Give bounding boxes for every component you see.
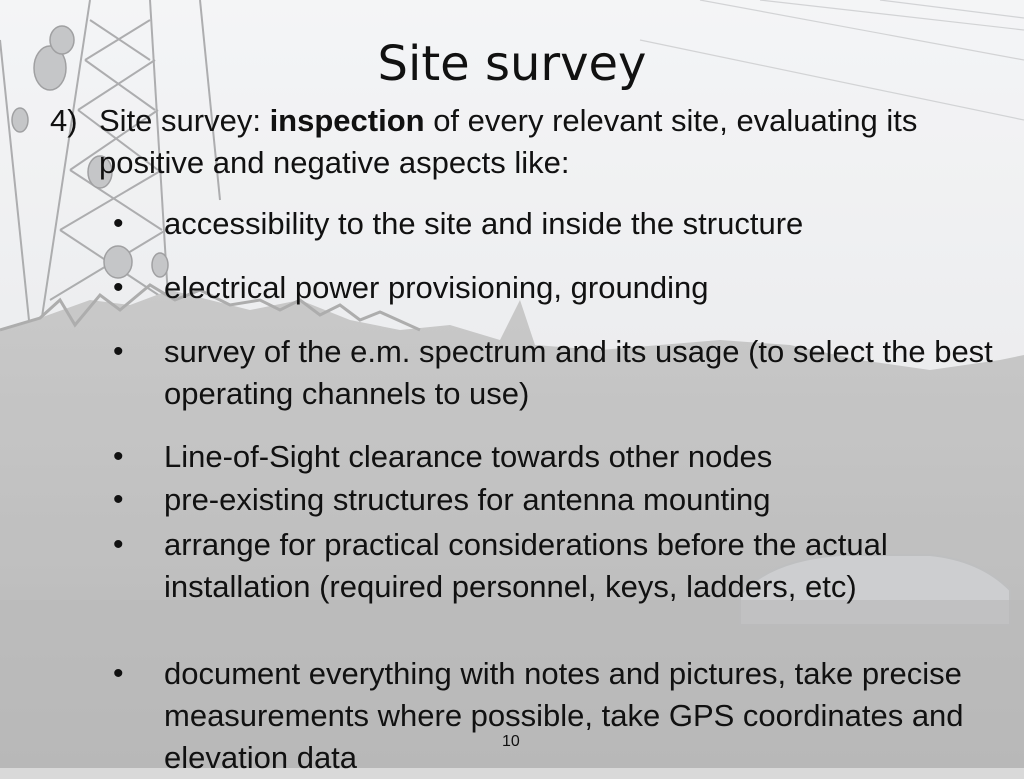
bullet-icon: • [113,207,124,240]
slide-title [0,36,1024,92]
bullet-icon: • [113,440,124,473]
intro-text-post: of every relevant site, evaluating its positive and negative aspects like: [99,103,918,180]
bullet-icon: • [113,335,124,368]
intro-number: 4) [50,103,78,138]
bullet-icon: • [113,528,124,561]
bullet-text: electrical power provisioning, grounding [164,270,709,305]
bullet-text: Line-of-Sight clearance towards other nodes [164,439,773,474]
bullet-text: survey of the e.m. spectrum and its usage (to select the best operating channels to use) [164,334,993,411]
intro-text-bold: inspection [269,103,425,138]
bullet-icon: • [113,271,124,304]
intro-text [99,100,979,184]
intro-text-pre: Site survey: [99,103,270,138]
bullet-text: document everything with notes and pictures, take precise measurements where possible, take GPS coordinates and elevation data [164,656,964,775]
bullet-icon: • [113,657,124,690]
bullet-icon: • [113,483,124,516]
bullet-text: pre-existing structures for antenna mounting [164,482,771,517]
page-number: 10 [502,733,520,750]
bullet-text: accessibility to the site and inside the structure [164,206,804,241]
bullet-text: arrange for practical considerations before the actual installation (required personnel, keys, ladders, etc) [164,527,888,604]
slide-title-text: Site survey [377,36,647,92]
